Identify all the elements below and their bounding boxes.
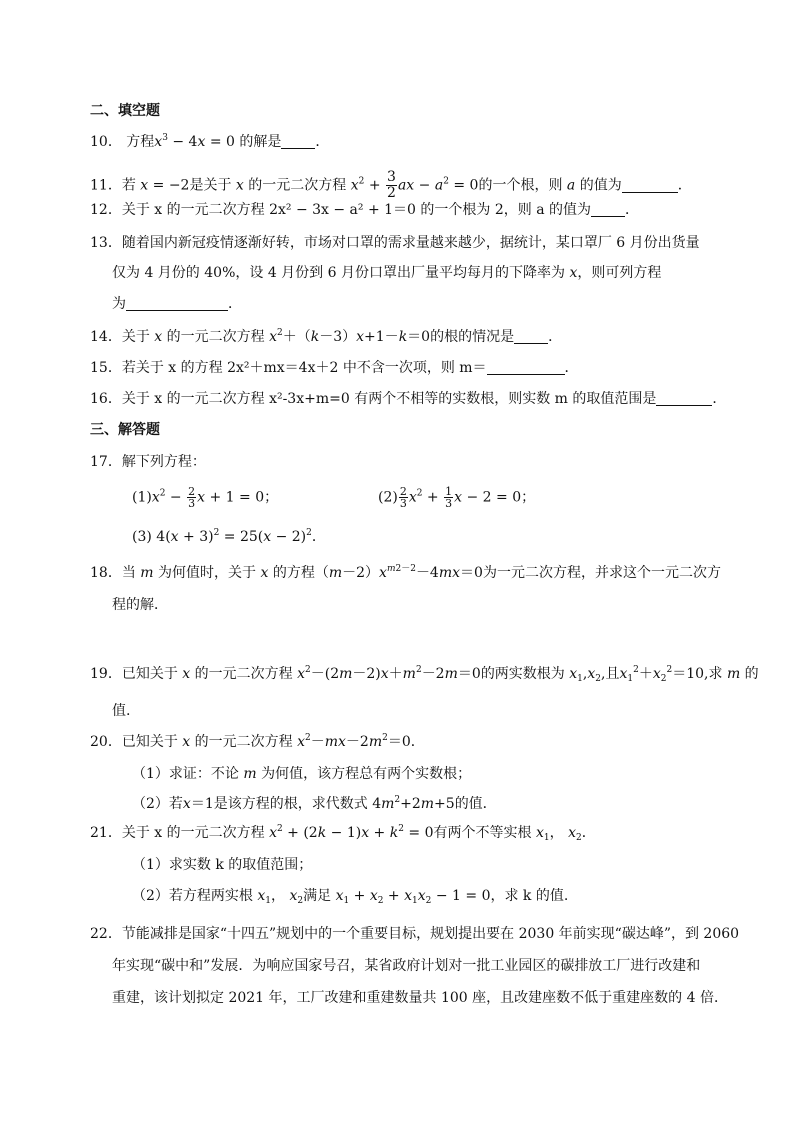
- question-22-line-2: 年实现“碳中和”发展．为响应国家号召，某省政府计划对一批工业园区的碳排放工厂进行改建和: [112, 958, 701, 974]
- question-15: [90, 358, 579, 378]
- fraction: $\frac{3}{2}$: [387, 169, 396, 201]
- question-number: 17．: [90, 454, 122, 470]
- fraction: $\frac{1}{3}$: [445, 485, 453, 510]
- question-20: 20．已知关于 x 的一元二次方程 $x^2-mx-2m^2=0$．: [90, 733, 425, 750]
- question-text: 已知关于: [121, 734, 178, 750]
- question-text: 的两实数根为: [480, 666, 565, 682]
- question-text: 的一元二次方程: [194, 734, 293, 750]
- question-text: 已知关于: [121, 666, 178, 682]
- question-text: 为: [112, 296, 126, 312]
- question-21-part-1: （1）求实数 k 的取值范围；: [132, 857, 313, 873]
- punctuation: ．: [564, 360, 579, 376]
- question-text: 解下列方程：: [121, 454, 206, 470]
- question-21: 21．关于 x 的一元二次方程 $x^2 + (2k - 1)x + k^2 = 0$有两个不等实根 $x_1$， $x_2$．: [90, 824, 596, 843]
- part-label: (3): [132, 529, 152, 545]
- question-number: 19．: [90, 666, 122, 682]
- answer-blank[interactable]: [126, 296, 228, 311]
- question-text: 若关于 x 的方程 2x²＋mx＝4x＋2 中不含一次项，则 m＝: [121, 360, 487, 376]
- punctuation: ．: [315, 134, 330, 150]
- punctuation: ．: [548, 329, 563, 345]
- question-text: 若: [121, 177, 136, 194]
- question-text: ，求 k 的值.: [490, 888, 569, 904]
- question-text: 的根的情况是: [430, 329, 515, 345]
- question-text: 当: [121, 565, 136, 581]
- question-number: 13．: [90, 235, 122, 251]
- answer-blank[interactable]: [622, 178, 678, 193]
- question-text: 的一元二次方程: [166, 329, 265, 345]
- question-text: 有两个不等实根: [433, 825, 532, 841]
- question-text: 的值．: [454, 796, 497, 812]
- question-21-part-2: （2）若方程两实根 $x_1$， $x_2$满足 $x_1 + x_2 + x_1x_2 - 1 = 0$，求 k 的值.: [132, 888, 569, 906]
- question-16: [90, 389, 726, 409]
- question-22: [90, 924, 739, 944]
- section-answer-title: 三、解答题: [90, 422, 160, 438]
- question-text: 的一元二次方程: [248, 177, 347, 194]
- question-19: 19．已知关于 x 的一元二次方程 $x^2-(2m-2)x+m^2-2m=0$的两实数根为 $x_1,x_2$,且$x_1^2+x_2^2=10$,求 m 的: [90, 665, 759, 684]
- question-14: 14．关于 x 的一元二次方程 $x^2+(k-3)x+1-k=0$的根的情况是 ．: [90, 328, 563, 345]
- question-20-part-2: （2）若x＝1是该方程的根，求代数式 $4m^2+2m+5$的值．: [132, 795, 497, 812]
- question-text: 为何值，该方程总有两个实数根；: [261, 766, 472, 782]
- question-12: [90, 200, 639, 220]
- part-label: (2): [378, 489, 398, 506]
- question-number: 14．: [90, 329, 122, 345]
- punctuation: ．: [677, 177, 692, 194]
- question-number: 21．: [90, 825, 122, 841]
- question-text: 为一元二次方程，并求这个一元二次方: [482, 565, 721, 581]
- punctuation: ．: [625, 202, 640, 218]
- question-13: [90, 233, 700, 253]
- question-text: （2）若: [132, 796, 183, 812]
- question-number: 22．: [90, 926, 122, 942]
- answer-blank[interactable]: [514, 329, 548, 344]
- question-18: 18．当 m 为何值时，关于 x 的方程$(m-2)x^{m2-2}-4mx=0$为一元二次方程，并求这个一元二次方: [90, 564, 721, 581]
- part-label: (1): [132, 489, 152, 506]
- answer-blank[interactable]: [487, 360, 565, 375]
- fraction: $\frac{2}{3}$: [188, 485, 196, 510]
- punctuation: ．: [311, 529, 326, 545]
- section-fill-in-title: 二、填空题: [90, 103, 160, 119]
- answer-blank[interactable]: [281, 134, 315, 149]
- question-text: 且: [605, 666, 620, 682]
- question-text: 是该方程的根，求代数式: [213, 796, 368, 812]
- question-text: 的值为: [579, 177, 622, 194]
- question-number: 20．: [90, 734, 122, 750]
- answer-blank[interactable]: [656, 391, 712, 406]
- question-text: 的一元二次方程: [194, 666, 293, 682]
- question-text: 关于 x 的一元二次方程 x²-3x+m=0 有两个不相等的实数根，则实数 m 的取值范围是: [121, 391, 657, 407]
- question-text: 节能减排是国家“十四五”规划中的一个重要目标，规划提出要在 2030 年前实现“碳达峰”，到 2060: [121, 926, 740, 942]
- question-text: 的: [744, 666, 759, 682]
- question-18-line-2: 程的解．: [112, 597, 168, 613]
- question-text: ，则可列方程: [577, 265, 662, 281]
- question-text: （1）求证：不论: [132, 766, 239, 782]
- question-text: 为何值时，关于: [158, 565, 257, 581]
- question-text: ,求: [704, 666, 723, 682]
- question-19-line-2: 值.: [112, 703, 131, 719]
- question-text: 满足: [303, 888, 332, 904]
- punctuation: ．: [712, 391, 727, 407]
- question-17-part-2: (2) $\frac{2}{3}$ $x^2$ + $\frac{1}{3}$ x − 2 = 0；: [378, 485, 536, 510]
- question-text: （2）若方程两实根: [132, 888, 253, 904]
- fraction: $\frac{2}{3}$: [399, 485, 407, 510]
- question-13-line-2: 仅为 4 月份的 40%，设 4 月份到 6 月份口罩出厂量平均每月的下降率为 x，则可列方程: [112, 265, 662, 281]
- question-text: 仅为 4 月份的 40%，设 4 月份到 6 月份口罩出厂量平均每月的下降率为: [112, 265, 565, 281]
- question-text: 的一个根，则: [478, 177, 563, 194]
- question-number: 11．: [90, 177, 122, 194]
- question-text: 关于 x 的一元二次方程 2x² − 3x − a² + 1＝0 的一个根为 2，则 a 的值为: [121, 202, 592, 218]
- question-text: 是关于: [189, 177, 232, 194]
- question-number: 16．: [90, 391, 122, 407]
- question-17: [90, 452, 206, 472]
- question-20-part-1: （1）求证：不论 m 为何值，该方程总有两个实数根；: [132, 766, 472, 782]
- question-number: 12．: [90, 202, 122, 218]
- question-17-part-3: (3) $4(x + 3)^2 = 25(x - 2)^2$．: [132, 528, 326, 545]
- question-text: 方程: [126, 134, 155, 150]
- question-text: 关于 x 的一元二次方程: [121, 825, 265, 841]
- question-number: 10．: [90, 134, 122, 150]
- question-13-line-3: [112, 294, 242, 314]
- question-17-part-1: $(1)x^2$ − $\frac{2}{3}$ x + 1 = 0；: [132, 485, 279, 510]
- question-22-line-3: 重建，该计划拟定 2021 年，工厂改建和重建数量共 100 座，且改建座数不低于重建座数的 4 倍．: [112, 990, 728, 1006]
- punctuation: ；: [521, 489, 536, 506]
- answer-blank[interactable]: [591, 202, 625, 217]
- punctuation: ；: [264, 489, 279, 506]
- question-number: 18．: [90, 565, 122, 581]
- question-text: 的方程（: [272, 565, 329, 581]
- question-text: 关于: [121, 329, 150, 345]
- punctuation: ．: [228, 296, 242, 312]
- question-text: 的解是: [239, 134, 282, 150]
- question-number: 15．: [90, 360, 122, 376]
- question-10: 10． 方程$x^3 - 4x = 0$ 的解是 ．: [90, 133, 330, 150]
- question-text: 随着国内新冠疫情逐渐好转，市场对口罩的需求量越来越少，据统计，某口罩厂 6 月份出货量: [121, 235, 700, 251]
- question-11: 11．若 x = −2是关于 x 的一元二次方程 $x^2$ + $\frac{3}{2}$ ax − $a^2 = 0$的一个根，则 a 的值为 ．: [90, 169, 692, 201]
